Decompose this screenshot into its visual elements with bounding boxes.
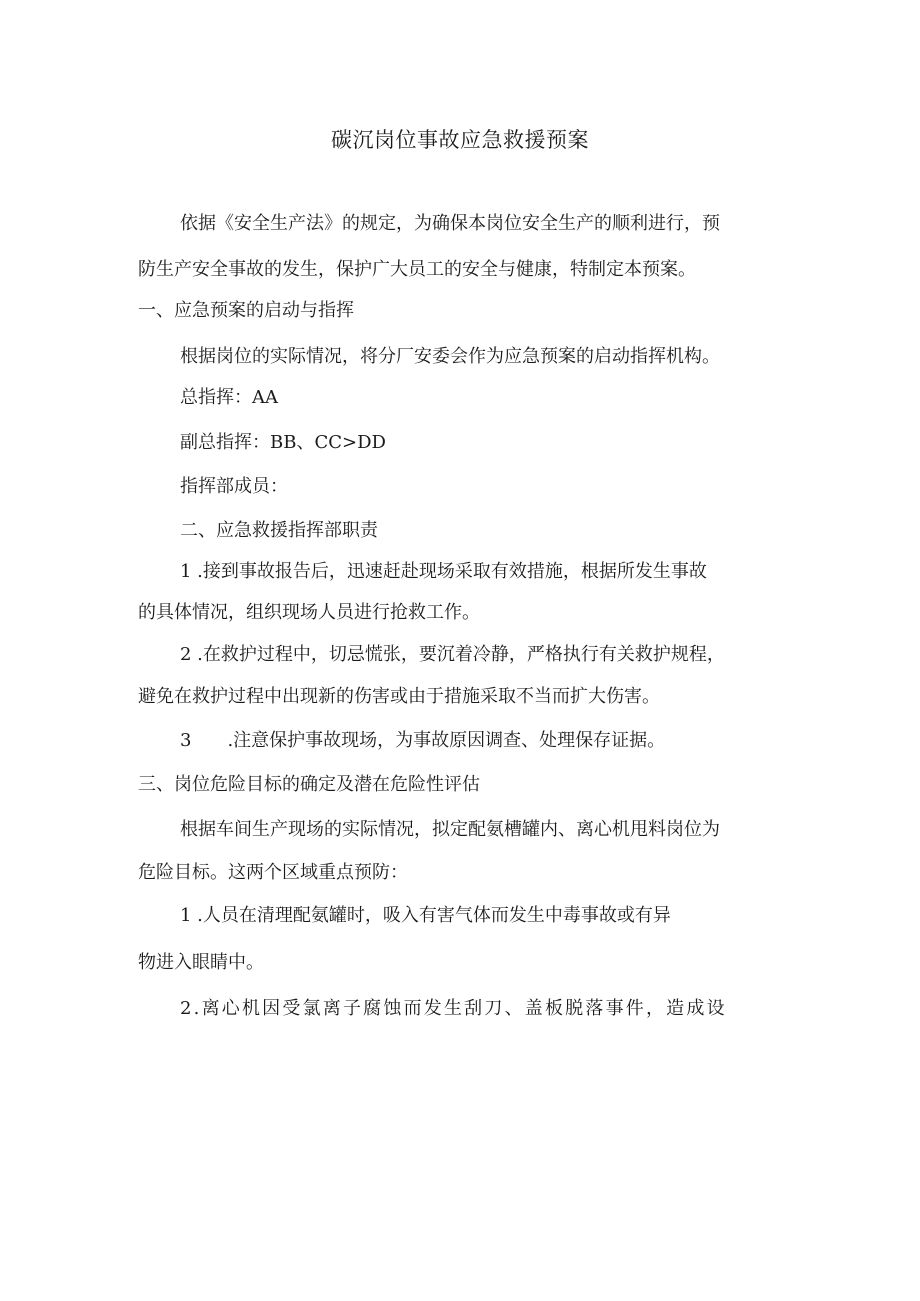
list-item-line: 物进入眼睛中。 <box>138 952 264 973</box>
document-title: 碳沉岗位事故应急救援预案 <box>331 128 589 152</box>
list-item-line: 3 .注意保护事故现场，为事故原因调查、处理保存证据。 <box>180 730 666 751</box>
members-line: 指挥部成员： <box>180 476 288 497</box>
paragraph-line: 防生产安全事故的发生，保护广大员工的安全与健康，特制定本预案。 <box>138 259 696 280</box>
section-heading-1: 一、应急预案的启动与指挥 <box>138 300 354 321</box>
list-item-line: 2.离心机因受氯离子腐蚀而发生刮刀、盖板脱落事件，造成设 <box>180 998 727 1019</box>
paragraph-line: 根据车间生产现场的实际情况，拟定配氨槽罐内、离心机甩料岗位为 <box>180 819 720 840</box>
commander-line: 总指挥：AA <box>180 387 278 408</box>
list-item-line: 1 .人员在清理配氨罐时，吸入有害气体而发生中毒事故或有异 <box>180 905 671 926</box>
paragraph-line: 危险目标。这两个区域重点预防： <box>138 862 408 883</box>
section-heading-3: 三、岗位危险目标的确定及潜在危险性评估 <box>138 774 480 795</box>
deputy-commander-line: 副总指挥：BB、CC>DD <box>180 432 386 453</box>
list-item-line: 1 .接到事故报告后，迅速赶赴现场采取有效措施，根据所发生事故 <box>180 561 707 582</box>
list-item-line: 2 .在救护过程中，切忌慌张，要沉着冷静，严格执行有关救护规程， <box>180 644 725 665</box>
section-heading-2: 二、应急救援指挥部职责 <box>180 520 378 541</box>
list-item-line: 的具体情况，组织现场人员进行抢救工作。 <box>138 602 480 623</box>
list-item-line: 避免在救护过程中出现新的伤害或由于措施采取不当而扩大伤害。 <box>138 686 660 707</box>
paragraph-line: 依据《安全生产法》的规定，为确保本岗位安全生产的顺利进行，预 <box>180 213 720 234</box>
paragraph-line: 根据岗位的实际情况，将分厂安委会作为应急预案的启动指挥机构。 <box>180 346 720 367</box>
